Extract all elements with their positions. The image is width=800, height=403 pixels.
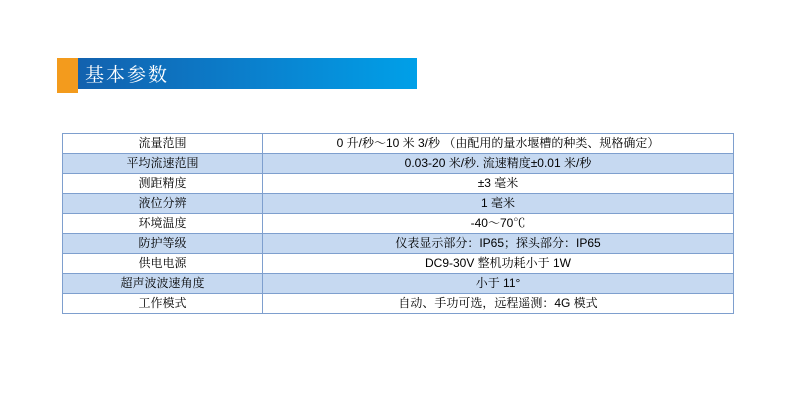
param-label: 环境温度 bbox=[63, 214, 263, 234]
table-row bbox=[63, 294, 734, 314]
section-title: 基本参数 bbox=[85, 64, 170, 86]
table-row bbox=[63, 254, 734, 274]
parameters-table bbox=[62, 133, 734, 314]
table-row bbox=[63, 134, 734, 154]
orange-accent-square bbox=[57, 58, 78, 93]
param-label: 供电电源 bbox=[63, 254, 263, 274]
table-row bbox=[63, 234, 734, 254]
param-label: 液位分辨 bbox=[63, 194, 263, 214]
param-value: 0.03-20 米/秒. 流速精度±0.01 米/秒 bbox=[263, 154, 734, 174]
table-row bbox=[63, 274, 734, 294]
section-header bbox=[57, 58, 417, 93]
table-row bbox=[63, 214, 734, 234]
param-label: 流量范围 bbox=[63, 134, 263, 154]
param-label: 平均流速范围 bbox=[63, 154, 263, 174]
param-label: 测距精度 bbox=[63, 174, 263, 194]
param-label: 防护等级 bbox=[63, 234, 263, 254]
header-bar bbox=[78, 58, 417, 89]
table-row bbox=[63, 174, 734, 194]
param-label: 超声波波速角度 bbox=[63, 274, 263, 294]
param-value: 仪表显示部分：IP65；探头部分：IP65 bbox=[263, 234, 734, 254]
table-row bbox=[63, 194, 734, 214]
param-value: DC9-30V 整机功耗小于 1W bbox=[263, 254, 734, 274]
param-value: ±3 毫米 bbox=[263, 174, 734, 194]
param-value: -40～70℃ bbox=[263, 214, 734, 234]
param-value: 自动、手功可选，远程遥测：4G 模式 bbox=[263, 294, 734, 314]
param-value: 0 升/秒～10 米 3/秒 （由配用的量水堰槽的种类、规格确定） bbox=[263, 134, 734, 154]
table-row bbox=[63, 154, 734, 174]
param-value: 小于 11° bbox=[263, 274, 734, 294]
param-value: 1 毫米 bbox=[263, 194, 734, 214]
param-label: 工作模式 bbox=[63, 294, 263, 314]
